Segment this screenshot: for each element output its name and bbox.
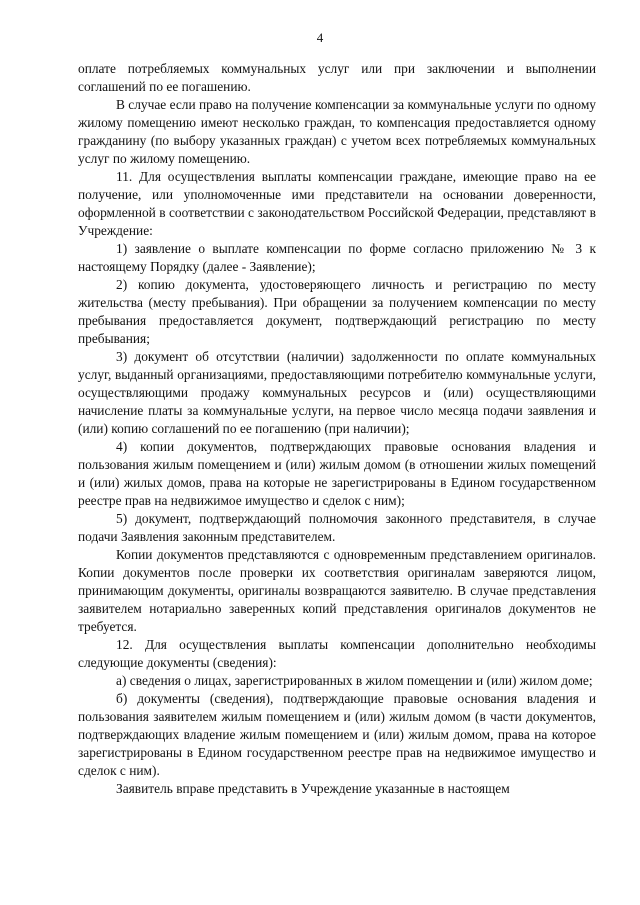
paragraph: 11. Для осуществления выплаты компенсации граждане, имеющие право на ее получение, или уполномоченные ими представители на основании доверенности, оформленной в соответствии с законодательством Российской Федерации, представляют в Учреждение: (78, 169, 596, 238)
paragraph: Заявитель вправе представить в Учреждение указанные в настоящем (116, 781, 510, 796)
list-item: а) сведения о лицах, зарегистрированных в жилом помещении и (или) жилом доме; (116, 673, 593, 688)
list-item: 4) копии документов, подтверждающих правовые основания владения и пользования жилым помещением и (или) жилым домом (в отношении жилых помещений и (или) жилых домов, права на которые не зарегистрированы в Едином государственном реестре прав на недвижимое имущество и сделок с ним); (78, 439, 596, 508)
page-number: 4 (316, 30, 324, 45)
paragraph: 12. Для осуществления выплаты компенсации дополнительно необходимы следующие документы (сведения): (78, 637, 596, 670)
list-item: 3) документ об отсутствии (наличии) задолженности по оплате коммунальных услуг, выданный организациями, предоставляющими потребителю коммунальные услуги, осуществляющими продажу коммунальных ресурсов и (или) осуществляющими начисление платы за коммунальные услуги, на первое число месяца подачи заявления и (или) копию соглашений по ее погашению (при наличии); (78, 349, 596, 436)
document-body (78, 60, 596, 798)
paragraph: В случае если право на получение компенсации за коммунальные услуги по одному жилому помещению имеют несколько граждан, то компенсация предоставляется одному гражданину (по выбору указанных граждан) с учетом всех потребляемых коммунальных услуг по жилому помещению. (78, 97, 596, 166)
list-item: 2) копию документа, удостоверяющего личность и регистрацию по месту жительства (месту пребывания). При обращении за получением компенсации по месту пребывания предоставляется документ, подтверждающий регистрацию по месту пребывания; (78, 277, 596, 346)
list-item: 5) документ, подтверждающий полномочия законного представителя, в случае подачи Заявления законным представителем. (78, 511, 596, 544)
paragraph: Копии документов представляются с одновременным представлением оригиналов. Копии документов после проверки их соответствия оригиналам заверяются лицом, принимающим документы, оригиналы возвращаются заявителю. В случае представления заявителем нотариально заверенных копий представления оригиналов документов не требуется. (78, 547, 596, 634)
paragraph: оплате потребляемых коммунальных услуг или при заключении и выполнении соглашений по ее погашению. (78, 61, 596, 94)
list-item: 1) заявление о выплате компенсации по форме согласно приложению № 3 к настоящему Порядку (далее - Заявление); (78, 241, 596, 274)
list-item: б) документы (сведения), подтверждающие правовые основания владения и пользования заявителем жилым помещением и (или) жилым домом (в части документов, подтверждающих владение жилым помещением и (или) жилым домом, права на которое зарегистрированы в Едином государственном реестре прав на недвижимое имущество и сделок с ним). (78, 691, 596, 778)
